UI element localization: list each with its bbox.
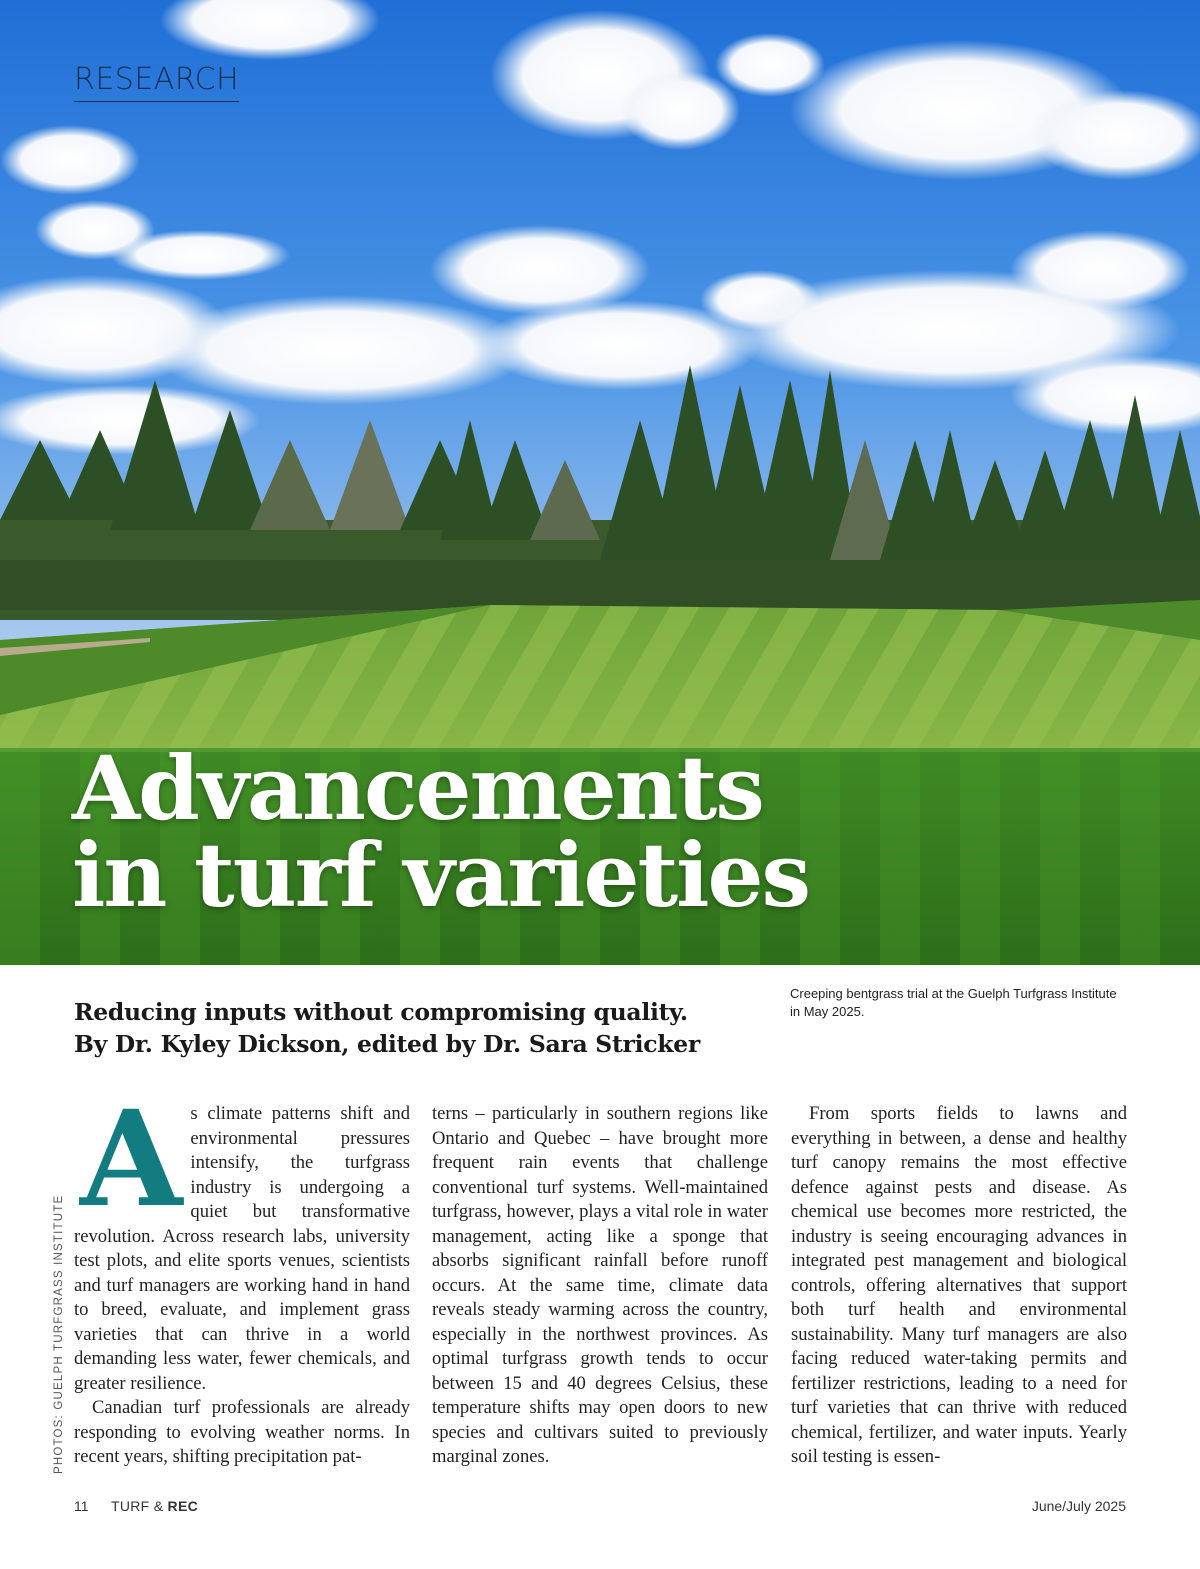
byline: By Dr. Kyley Dickson, edited by Dr. Sara Stricker <box>74 1030 700 1058</box>
body-paragraph: Canadian turf professionals are already responding to evolving weather norms. In recent years, shifting precipitation pat- <box>74 1397 410 1467</box>
headline-line-2: in turf varieties <box>72 823 810 927</box>
body-paragraph: terns – particularly in southern regions like Ontario and Quebec – have brought more frequent rain events that challenge conventional turf systems. Well-maintained turfgrass, however, plays a vital role in water management, acting like a sponge that absorbs significant rainfall before runoff occurs. At the same time, climate data reveals steady warming across the country, especially in the northwest provinces. As optimal turfgrass growth tends to occur between 15 and 40 degrees Celsius, these temperature shifts may open doors to new species and cultivars suited to previously marginal zones. <box>432 1103 768 1467</box>
photo-caption: Creeping bentgrass trial at the Guelph Turfgrass Institute in May 2025. <box>790 986 1117 1019</box>
body-column-1 <box>74 1082 410 1470</box>
page-number: 11 <box>74 1498 89 1514</box>
magazine-name <box>111 1498 198 1514</box>
body-paragraph: From sports fields to lawns and everything in between, a dense and healthy turf canopy remains the most effective defence against pests and disease. As chemical use becomes more restricted, the industry is seeing encouraging advances in integrated pest management and biological controls, offering alternatives that support both turf health and environmental sustainability. Many turf managers are also facing reduced water-taking permits and fertilizer restrictions, leading to a need for turf varieties that can thrive with reduced chemical, fertilizer, and water inputs. Yearly soil testing is essen- <box>791 1103 1127 1467</box>
photo-credit: PHOTOS: GUELPH TURFGRASS INSTITUTE <box>53 1194 65 1474</box>
headline-line-1: Advancements <box>72 736 763 840</box>
section-tag: RESEARCH <box>74 62 239 102</box>
body-paragraph <box>74 1082 410 1396</box>
paragraph-text: s climate patterns shift and environmental pressures intensify, the turfgrass industry is undergoing a quiet but transformative revolution. Across research labs, university test plots, and elite sports venues, scientists and turf managers are working hand in hand to breed, evaluate, and implement grass varieties that can thrive in a world demanding less water, fewer chemicals, and greater resilience. <box>74 1103 410 1394</box>
issue-date: June/July 2025 <box>1031 1498 1126 1514</box>
subtitle: Reducing inputs without compromising quality. <box>74 998 688 1026</box>
body-column-2 <box>432 1102 768 1470</box>
deck <box>74 996 774 1060</box>
magazine-suffix: REC <box>167 1498 199 1514</box>
body-column-3 <box>791 1102 1127 1470</box>
drop-cap: A <box>80 1082 183 1237</box>
headline <box>72 736 810 927</box>
magazine-prefix: TURF & <box>111 1498 168 1514</box>
